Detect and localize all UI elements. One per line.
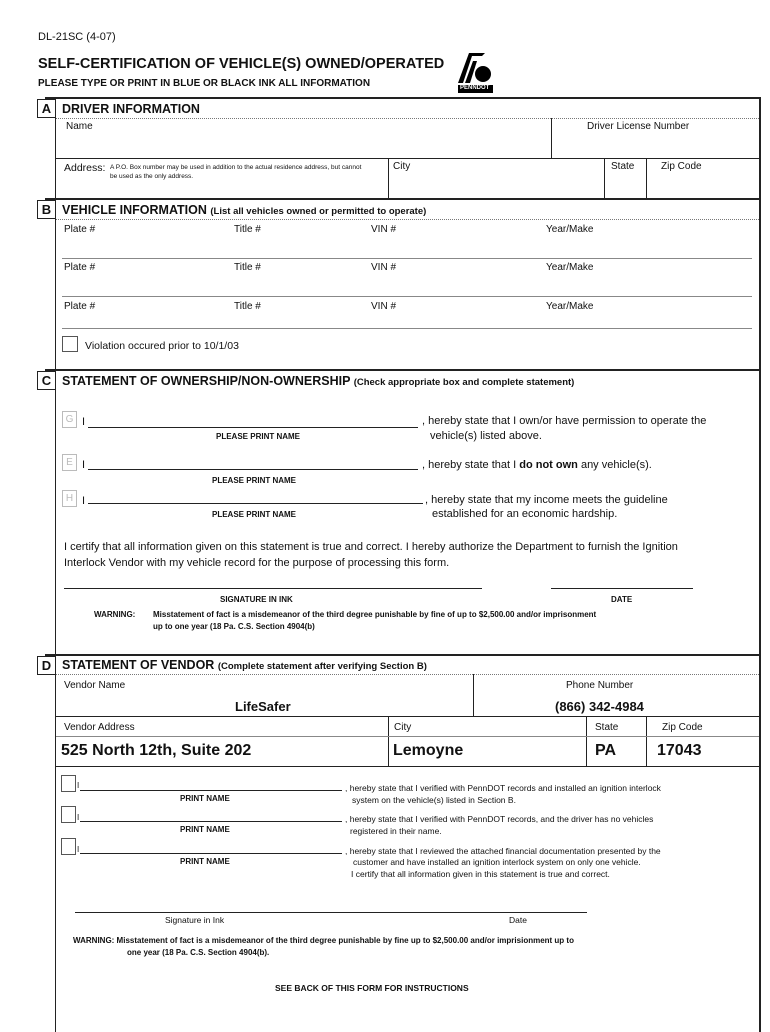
section-d-title: STATEMENT OF VENDOR bbox=[62, 658, 215, 672]
section-c-title: STATEMENT OF OWNERSHIP/NON-OWNERSHIP bbox=[62, 374, 351, 388]
section-a-heading: DRIVER INFORMATION bbox=[62, 102, 200, 116]
state-input[interactable] bbox=[606, 174, 644, 196]
i-label: I bbox=[82, 459, 86, 471]
vendor-date-label: Date bbox=[509, 915, 527, 925]
vendor-statement-3c: I certify that all information given in this statement is true and correct. bbox=[351, 869, 610, 879]
vendor-address-label: Vendor Address bbox=[64, 722, 135, 733]
statement-2-part-c: any vehicle(s). bbox=[577, 459, 652, 471]
print-name-caption: PLEASE PRINT NAME bbox=[212, 510, 297, 519]
vendor-i-label: I bbox=[77, 781, 80, 790]
vendor-state-value[interactable]: PA bbox=[595, 742, 617, 759]
vin-label: VIN # bbox=[371, 224, 397, 235]
address-label: Address: bbox=[64, 162, 106, 174]
vendor-print-name-caption: PRINT NAME bbox=[180, 825, 230, 834]
option-g-checkbox[interactable]: G bbox=[62, 411, 77, 428]
statement-2-bold: do not own bbox=[519, 459, 578, 471]
vendor-zip-value[interactable]: 17043 bbox=[657, 742, 702, 759]
zip-label: Zip Code bbox=[661, 161, 702, 172]
license-label: Driver License Number bbox=[587, 121, 690, 132]
phone-label: Phone Number bbox=[566, 680, 634, 691]
plate-label: Plate # bbox=[64, 262, 96, 273]
print-name-caption: PLEASE PRINT NAME bbox=[216, 432, 301, 441]
vendor-statement-2b: registered in their name. bbox=[350, 826, 442, 836]
section-d-note: (Complete statement after verifying Section B) bbox=[217, 661, 427, 672]
option-e-checkbox[interactable]: E bbox=[62, 454, 77, 471]
vendor-print-name-caption: PRINT NAME bbox=[180, 794, 230, 803]
vendor-print-name-caption: PRINT NAME bbox=[180, 857, 230, 866]
violation-label: Violation occured prior to 10/1/03 bbox=[85, 340, 239, 352]
vendor-option-1-checkbox[interactable] bbox=[61, 775, 76, 792]
vendor-print-name-line-2[interactable] bbox=[80, 821, 342, 822]
section-c-note: (Check appropriate box and complete statement) bbox=[353, 377, 575, 388]
i-label: I bbox=[82, 495, 86, 507]
section-b-note: (List all vehicles owned or permitted to operate) bbox=[210, 206, 427, 217]
statement-1a: , hereby state that I own/or have permission to operate the bbox=[422, 415, 707, 427]
warning-line-2: up to one year (18 Pa. C.S. Section 4904(b) bbox=[153, 622, 315, 631]
statement-3b: established for an economic hardship. bbox=[432, 508, 618, 520]
address-input[interactable] bbox=[58, 182, 386, 198]
city-input[interactable] bbox=[390, 174, 602, 196]
license-input[interactable] bbox=[553, 132, 757, 156]
address-note-2: be used as the only address. bbox=[110, 173, 194, 180]
year-make-label: Year/Make bbox=[546, 224, 594, 235]
footer-note: SEE BACK OF THIS FORM FOR INSTRUCTIONS bbox=[275, 983, 469, 993]
vendor-option-3-checkbox[interactable] bbox=[61, 838, 76, 855]
vehicle-3-input[interactable] bbox=[58, 313, 753, 333]
section-d-badge: D bbox=[37, 656, 56, 675]
vendor-signature-label: Signature in Ink bbox=[165, 915, 225, 925]
vendor-option-2-checkbox[interactable] bbox=[61, 806, 76, 823]
statement-2 bbox=[422, 459, 652, 471]
warning-label: WARNING: bbox=[94, 610, 136, 619]
vin-label: VIN # bbox=[371, 262, 397, 273]
plate-label: Plate # bbox=[64, 301, 96, 312]
vendor-statement-1a: , hereby state that I verified with PennDOT records and installed an ignition interlock bbox=[345, 783, 661, 793]
plate-label: Plate # bbox=[64, 224, 96, 235]
date-line[interactable] bbox=[551, 588, 693, 589]
vendor-state-label: State bbox=[595, 722, 619, 733]
state-label: State bbox=[611, 161, 635, 172]
logo-text: PENNDOT bbox=[460, 85, 490, 91]
vendor-i-label: I bbox=[77, 813, 80, 822]
print-name-line-3[interactable] bbox=[88, 503, 423, 504]
vendor-warning-line-1: WARNING: Misstatement of fact is a misdemeanor of the third degree punishable by fine up to $2,500.00 and/or imprisionment up to bbox=[73, 936, 574, 945]
i-label: I bbox=[82, 416, 86, 428]
vendor-signature-line[interactable] bbox=[75, 912, 587, 913]
warning-line-1: Misstatement of fact is a misdemeanor of the third degree punishable by fine of up to $2,500.00 and/or imprisonment bbox=[153, 610, 597, 619]
signature-line[interactable] bbox=[64, 588, 482, 589]
print-name-line-2[interactable] bbox=[88, 469, 418, 470]
form-subtitle: PLEASE TYPE OR PRINT IN BLUE OR BLACK INK ALL INFORMATION bbox=[38, 78, 371, 89]
penndot-logo bbox=[455, 47, 495, 95]
option-h-checkbox[interactable]: H bbox=[62, 490, 77, 507]
certify-line-2: Interlock Vendor with my vehicle record for the purpose of processing this form. bbox=[64, 557, 450, 569]
signature-label: SIGNATURE IN INK bbox=[220, 595, 293, 604]
vendor-statement-1b: system on the vehicle(s) listed in Section B. bbox=[352, 795, 516, 805]
vendor-statement-3b: customer and have installed an ignition interlock system on only one vehicle. bbox=[353, 857, 641, 867]
certify-line-1: I certify that all information given on this statement is true and correct. I hereby authorize the Department to furnish the Ignition bbox=[64, 541, 678, 553]
title-label: Title # bbox=[234, 301, 261, 312]
vendor-warning-line-2: one year (18 Pa. C.S. Section 4904(b). bbox=[127, 948, 270, 957]
print-name-line-1[interactable] bbox=[88, 427, 418, 428]
statement-1b: vehicle(s) listed above. bbox=[430, 430, 542, 442]
form-id: DL-21SC (4-07) bbox=[38, 31, 116, 43]
address-note-1: A P.O. Box number may be used in addition to the actual residence address, but cannot bbox=[110, 164, 362, 171]
vendor-address-value[interactable]: 525 North 12th, Suite 202 bbox=[61, 742, 252, 759]
vendor-city-value[interactable]: Lemoyne bbox=[393, 742, 464, 759]
city-label: City bbox=[393, 161, 411, 172]
vehicle-2-input[interactable] bbox=[58, 274, 753, 294]
year-make-label: Year/Make bbox=[546, 301, 594, 312]
vendor-i-label: I bbox=[77, 845, 80, 854]
section-c-badge: C bbox=[37, 371, 56, 390]
section-c-heading bbox=[62, 374, 574, 388]
section-a-badge: A bbox=[37, 99, 56, 118]
title-label: Title # bbox=[234, 262, 261, 273]
form-title: SELF-CERTIFICATION OF VEHICLE(S) OWNED/OPERATED bbox=[38, 56, 445, 72]
vehicle-1-input[interactable] bbox=[58, 236, 753, 256]
violation-checkbox[interactable] bbox=[62, 336, 78, 352]
statement-2-part-a: , hereby state that I bbox=[422, 459, 520, 471]
vendor-print-name-line-3[interactable] bbox=[80, 853, 342, 854]
vendor-statement-3a: , hereby state that I reviewed the attached financial documentation presented by the bbox=[345, 846, 661, 856]
vendor-name-label: Vendor Name bbox=[64, 680, 126, 691]
title-label: Title # bbox=[234, 224, 261, 235]
vendor-print-name-line-1[interactable] bbox=[80, 790, 342, 791]
statement-3a: , hereby state that my income meets the guideline bbox=[425, 494, 668, 506]
section-d-heading bbox=[62, 658, 427, 672]
zip-input[interactable] bbox=[648, 174, 757, 196]
vin-label: VIN # bbox=[371, 301, 397, 312]
vendor-zip-label: Zip Code bbox=[662, 722, 703, 733]
print-name-caption: PLEASE PRINT NAME bbox=[212, 476, 297, 485]
phone-value[interactable]: (866) 342-4984 bbox=[555, 699, 644, 714]
vendor-statement-2a: , hereby state that I verified with PennDOT records, and the driver has no vehicles bbox=[345, 814, 654, 824]
section-b-title: VEHICLE INFORMATION bbox=[62, 203, 207, 217]
vendor-city-label: City bbox=[394, 722, 412, 733]
name-label: Name bbox=[66, 121, 93, 132]
section-b-heading bbox=[62, 203, 426, 217]
vendor-name-value[interactable]: LifeSafer bbox=[235, 699, 291, 714]
year-make-label: Year/Make bbox=[546, 262, 594, 273]
name-input[interactable] bbox=[58, 132, 548, 156]
date-label: DATE bbox=[611, 595, 633, 604]
section-b-badge: B bbox=[37, 200, 56, 219]
